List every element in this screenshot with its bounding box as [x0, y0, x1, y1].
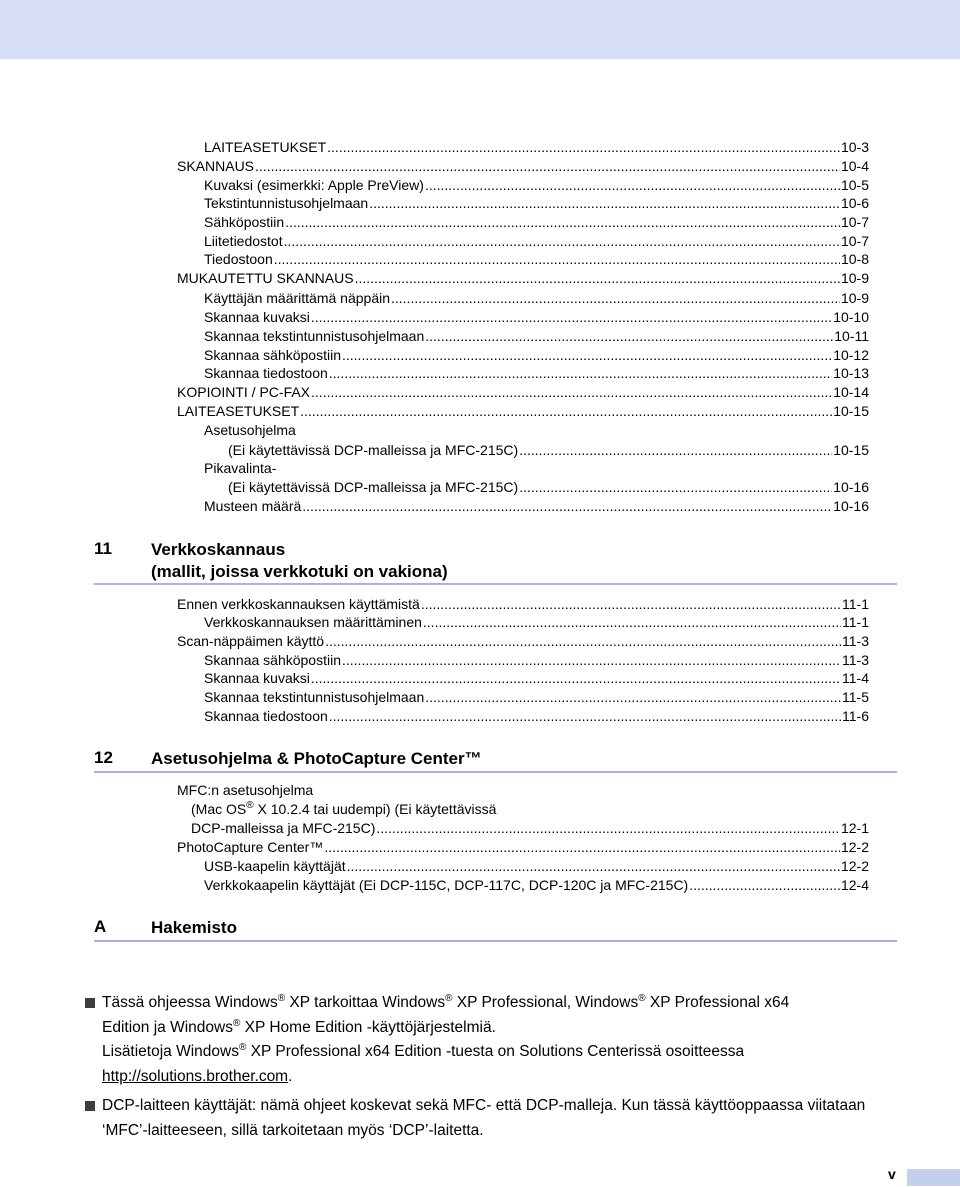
dot-leader	[327, 138, 840, 156]
dot-leader	[284, 232, 840, 250]
toc-entry[interactable]	[204, 176, 869, 194]
registered-mark: ®	[277, 993, 286, 1004]
dot-leader	[342, 651, 841, 669]
toc-entry-page: 10-15	[833, 442, 869, 458]
toc-entry-page: 11-1	[842, 596, 869, 612]
toc-entry[interactable]	[204, 688, 869, 706]
dot-leader	[302, 497, 832, 515]
toc-entry-title: USB-kaapelin käyttäjät	[204, 858, 346, 874]
toc-entry[interactable]	[204, 308, 869, 326]
toc-entry-title: Ennen verkkoskannauksen käyttämistä	[177, 596, 420, 612]
toc-entry-page: 10-15	[833, 403, 869, 419]
dot-leader	[285, 213, 840, 231]
toc-entry[interactable]	[191, 819, 869, 837]
toc-entry[interactable]	[204, 613, 869, 631]
toc-entry-title: Sähköpostiin	[204, 214, 285, 230]
dot-leader	[311, 669, 841, 687]
toc-entry-title: PhotoCapture Center™	[177, 839, 324, 855]
dot-leader	[255, 157, 840, 175]
dot-leader	[369, 194, 840, 212]
registered-mark: ®	[638, 993, 646, 1004]
toc-entry-title: (Ei käytettävissä DCP-malleissa ja MFC-215C)	[228, 479, 519, 495]
toc-entry[interactable]	[204, 232, 869, 250]
toc-entry-title: (Ei käytettävissä DCP-malleissa ja MFC-215C)	[228, 442, 519, 458]
toc-entry[interactable]	[204, 364, 869, 382]
dot-leader	[376, 819, 840, 837]
toc-entry-title: Skannaa sähköpostiin	[204, 347, 341, 363]
toc-entry-title: Liitetiedostot	[204, 233, 283, 249]
toc-entry[interactable]	[204, 250, 869, 268]
toc-entry-title: MUKAUTETTU SKANNAUS	[177, 270, 354, 286]
toc-entry-page: 10-8	[840, 251, 869, 267]
toc-entry-title: SKANNAUS	[177, 158, 255, 174]
toc-entry-page: 11-5	[842, 689, 869, 705]
registered-mark: ®	[232, 1017, 241, 1029]
toc-entry-title: Tekstintunnistusohjelmaan	[204, 195, 369, 211]
toc-entry-page: 10-5	[840, 177, 869, 193]
toc-entry-page: 12-2	[840, 858, 869, 874]
toc-entry[interactable]	[204, 327, 869, 345]
toc-entry-page: 11-3	[842, 652, 869, 668]
toc-entry-title: DCP-malleissa ja MFC-215C)	[191, 820, 376, 836]
page-number: v	[888, 1166, 896, 1182]
toc-entry[interactable]	[204, 857, 869, 875]
chapter-number: 11	[94, 539, 112, 558]
toc-entry-page: 11-6	[842, 708, 869, 724]
toc-entry-page: 12-4	[840, 877, 869, 893]
footer-color-box	[907, 1169, 960, 1186]
toc-entry[interactable]	[177, 402, 869, 420]
toc-entry[interactable]	[204, 497, 869, 515]
dot-leader	[425, 688, 841, 706]
chapter-rule	[94, 583, 897, 585]
toc-entry[interactable]	[204, 876, 869, 894]
toc-entry-page: 12-2	[840, 839, 869, 855]
dot-leader	[423, 613, 841, 631]
dot-leader	[391, 289, 840, 307]
toc-entry-title-cont: (Mac OS® X 10.2.4 tai uudempi) (Ei käytettävissä	[191, 800, 497, 817]
toc-entry[interactable]	[228, 478, 869, 496]
toc-entry-title: LAITEASETUKSET	[204, 139, 327, 155]
toc-entry-title: Käyttäjän määrittämä näppäin	[204, 290, 390, 306]
toc-entry-title: Skannaa sähköpostiin	[204, 652, 341, 668]
dot-leader	[324, 838, 840, 856]
toc-entry-title: Musteen määrä	[204, 498, 302, 514]
dot-leader	[355, 269, 840, 287]
toc-entry[interactable]	[177, 383, 869, 401]
chapter-number: 12	[94, 748, 113, 767]
dot-leader	[300, 402, 832, 420]
toc-entry-title: Skannaa tekstintunnistusohjelmaan	[204, 689, 425, 705]
dot-leader	[421, 595, 841, 613]
registered-mark: ®	[445, 993, 453, 1004]
toc-entry[interactable]	[177, 595, 869, 613]
toc-entry-title: KOPIOINTI / PC-FAX	[177, 384, 311, 400]
chapter-title-line2[interactable]: (mallit, joissa verkkotuki on vakiona)	[151, 562, 448, 581]
toc-entry-page: 10-13	[833, 365, 869, 381]
chapter-rule	[94, 771, 897, 773]
toc-entry[interactable]	[177, 632, 869, 650]
dot-leader	[325, 632, 841, 650]
solutions-link[interactable]: http://solutions.brother.com	[102, 1067, 289, 1085]
toc-entry-page: 10-7	[840, 214, 869, 230]
note-windows: Tässä ohjeessa Windows® XP tarkoittaa Windows® XP Professional, Windows® XP Professional x64 Edition ja Windows® XP Home Edition -käyttöjärjestelmiä. Lisätietoja Windows® XP Professional x64 Edition -tuesta on Solutions Centerissä osoitteessa http://solutions.brother.com.	[102, 993, 790, 1085]
chapter-title[interactable]: Asetusohjelma & PhotoCapture Center™	[151, 749, 482, 768]
toc-entry-title: Verkkokaapelin käyttäjät (Ei DCP-115C, DCP-117C, DCP-120C ja MFC-215C)	[204, 877, 689, 893]
toc-entry[interactable]	[204, 346, 869, 364]
dot-leader	[329, 707, 841, 725]
toc-entry[interactable]	[204, 707, 869, 725]
registered-mark: ®	[246, 800, 254, 811]
toc-entry[interactable]	[204, 138, 869, 156]
chapter-rule	[94, 940, 897, 942]
toc-entry-title: Kuvaksi (esimerkki: Apple PreView)	[204, 177, 424, 193]
toc-entry-title: Tiedostoon	[204, 251, 273, 267]
dot-leader	[425, 176, 840, 194]
toc-entry-page: 10-3	[840, 139, 869, 155]
toc-entry[interactable]	[204, 194, 869, 212]
toc-entry-title: Skannaa tekstintunnistusohjelmaan	[204, 328, 425, 344]
toc-entry-page: 10-9	[840, 270, 869, 286]
toc-entry-page: 10-4	[840, 158, 869, 174]
dot-leader	[347, 857, 840, 875]
bullet-square-icon	[85, 1101, 95, 1111]
toc-entry-title: Pikavalinta-	[204, 460, 277, 476]
dot-leader	[342, 346, 832, 364]
toc-entry-page: 10-14	[833, 384, 869, 400]
toc-entry-title: Skannaa kuvaksi	[204, 670, 310, 686]
toc-entry[interactable]	[228, 441, 869, 459]
toc-entry-page: 11-3	[842, 633, 869, 649]
bullet-square-icon	[85, 998, 95, 1008]
dot-leader	[311, 308, 832, 326]
toc-entry-title: Asetusohjelma	[204, 422, 296, 438]
toc-entry-title: MFC:n asetusohjelma	[177, 782, 314, 798]
toc-entry[interactable]	[204, 651, 869, 669]
dot-leader	[329, 364, 832, 382]
toc-entry-page: 10-11	[834, 328, 869, 344]
note-dcp: DCP-laitteen käyttäjät: nämä ohjeet koskevat sekä MFC- että DCP-malleja. Kun tässä käyttöoppaassa viitataan ‘MFC’-laitteeseen, sillä tarkoitetaan myös ‘DCP’-laitetta.	[102, 1097, 866, 1139]
toc-entry-page: 10-16	[833, 498, 869, 514]
toc-entry-title: Scan-näppäimen käyttö	[177, 633, 325, 649]
toc-entry-page: 10-16	[833, 479, 869, 495]
toc-entry[interactable]	[204, 669, 869, 687]
toc-entry-page: 10-12	[833, 347, 869, 363]
toc-entry-page: 10-7	[840, 233, 869, 249]
toc-entry-title: Skannaa tiedostoon	[204, 708, 328, 724]
toc-entry-title: Skannaa kuvaksi	[204, 309, 310, 325]
top-color-bar	[0, 0, 960, 59]
toc-entry[interactable]	[204, 289, 869, 307]
toc-entry-title: Skannaa tiedostoon	[204, 365, 328, 381]
toc-entry-page: 10-6	[840, 195, 869, 211]
dot-leader	[689, 876, 840, 894]
toc-entry-title: LAITEASETUKSET	[177, 403, 300, 419]
toc-entry-title: Verkkoskannauksen määrittäminen	[204, 614, 422, 630]
toc-entry-page: 11-4	[842, 670, 869, 686]
toc-entry[interactable]	[177, 269, 869, 287]
toc-entry-page: 12-1	[840, 820, 869, 836]
toc-entry[interactable]	[177, 838, 869, 856]
dot-leader	[519, 441, 832, 459]
appendix-title[interactable]: Hakemisto	[151, 918, 237, 937]
toc-entry[interactable]	[177, 157, 869, 175]
registered-mark: ®	[238, 1042, 247, 1053]
dot-leader	[274, 250, 840, 268]
toc-entry-page: 10-10	[833, 309, 869, 325]
toc-entry-page: 11-1	[842, 614, 869, 630]
toc-entry[interactable]	[204, 213, 869, 231]
dot-leader	[311, 383, 832, 401]
dot-leader	[425, 327, 833, 345]
appendix-letter: A	[94, 917, 107, 936]
chapter-title[interactable]: Verkkoskannaus	[151, 540, 286, 559]
toc-entry-page: 10-9	[840, 290, 869, 306]
dot-leader	[519, 478, 832, 496]
